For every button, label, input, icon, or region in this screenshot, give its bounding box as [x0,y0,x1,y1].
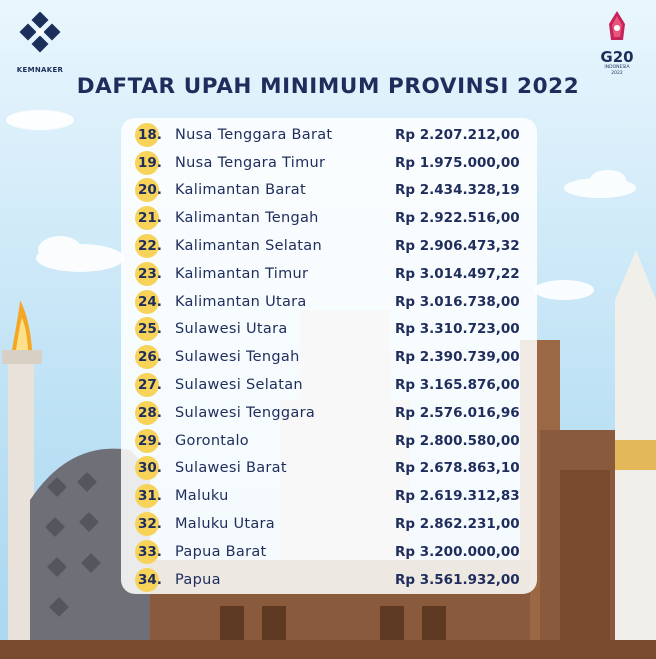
table-row [121,204,537,232]
table-row [121,343,537,371]
minimum-wage-value: Rp 2.922.516,00 [395,210,520,227]
table-row [121,455,537,483]
province-name: Kalimantan Tengah [175,210,319,227]
minimum-wage-value: Rp 2.862.231,00 [395,516,520,533]
row-number-badge: 22. [135,234,159,258]
minimum-wage-value: Rp 3.310.723,00 [395,321,520,338]
table-row [121,121,537,149]
row-number-badge: 34. [135,568,159,592]
province-name: Sulawesi Tenggara [175,404,316,421]
table-row [121,288,537,316]
row-number-badge: 23. [135,262,159,286]
row-number-badge: 31. [135,484,159,508]
minimum-wage-value: Rp 3.014.497,22 [395,265,520,282]
province-name: Kalimantan Selatan [175,238,322,255]
minimum-wage-value: Rp 2.619.312,83 [395,488,520,505]
row-number-badge: 30. [135,456,159,480]
table-row [121,510,537,538]
table-row [121,399,537,427]
province-name: Nusa Tenggara Barat [175,126,333,143]
row-number-badge: 32. [135,512,159,536]
kemnaker-caption: KEMNAKER [16,66,64,74]
province-name: Sulawesi Utara [175,321,288,338]
table-row [121,232,537,260]
province-name: Maluku [175,488,229,505]
minimum-wage-value: Rp 2.576.016,96 [395,404,520,421]
province-name: Sulawesi Tengah [175,349,300,366]
wage-table [121,121,537,594]
row-number-badge: 20. [135,178,159,202]
minimum-wage-value: Rp 2.390.739,00 [395,349,520,366]
province-name: Kalimantan Timur [175,265,309,282]
province-name: Gorontalo [175,432,249,449]
minimum-wage-value: Rp 2.800.580,00 [395,432,520,449]
page-title: DAFTAR UPAH MINIMUM PROVINSI 2022 [76,74,580,99]
minimum-wage-value: Rp 3.165.876,00 [395,377,520,394]
province-name: Sulawesi Barat [175,460,287,477]
kemnaker-emblem-icon [17,12,63,58]
row-number-badge: 24. [135,290,159,314]
g20-country: INDONESIA [604,65,630,70]
minimum-wage-value: Rp 2.678.863,10 [395,460,520,477]
table-row [121,371,537,399]
table-row [121,566,537,594]
minimum-wage-value: Rp 2.207.212,00 [395,126,520,143]
kemnaker-logo [14,12,66,74]
minimum-wage-value: Rp 3.016.738,00 [395,293,520,310]
province-name: Sulawesi Selatan [175,377,303,394]
table-row [121,482,537,510]
province-name: Maluku Utara [175,516,275,533]
minimum-wage-value: Rp 1.975.000,00 [395,154,520,171]
province-name: Papua [175,571,221,588]
row-number-badge: 25. [135,317,159,341]
minimum-wage-value: Rp 2.906.473,32 [395,238,520,255]
minimum-wage-value: Rp 3.561.932,00 [395,571,520,588]
table-row [121,427,537,455]
g20-gunungan-icon [605,10,629,46]
table-row [121,260,537,288]
province-name: Papua Barat [175,543,267,560]
row-number-badge: 29. [135,429,159,453]
province-name: Kalimantan Barat [175,182,306,199]
row-number-badge: 18. [135,123,159,147]
province-name: Nusa Tengara Timur [175,154,326,171]
table-row [121,316,537,344]
row-number-badge: 21. [135,206,159,230]
table-row [121,149,537,177]
row-number-badge: 33. [135,540,159,564]
province-name: Kalimantan Utara [175,293,307,310]
table-row [121,538,537,566]
g20-logo [594,10,640,77]
minimum-wage-value: Rp 2.434.328,19 [395,182,520,199]
row-number-badge: 26. [135,345,159,369]
g20-label: G20 [600,48,634,66]
table-row [121,177,537,205]
minimum-wage-value: Rp 3.200.000,00 [395,543,520,560]
row-number-badge: 28. [135,401,159,425]
row-number-badge: 27. [135,373,159,397]
g20-year: 2022 [611,71,623,76]
row-number-badge: 19. [135,151,159,175]
white-temple-tower [615,250,656,659]
